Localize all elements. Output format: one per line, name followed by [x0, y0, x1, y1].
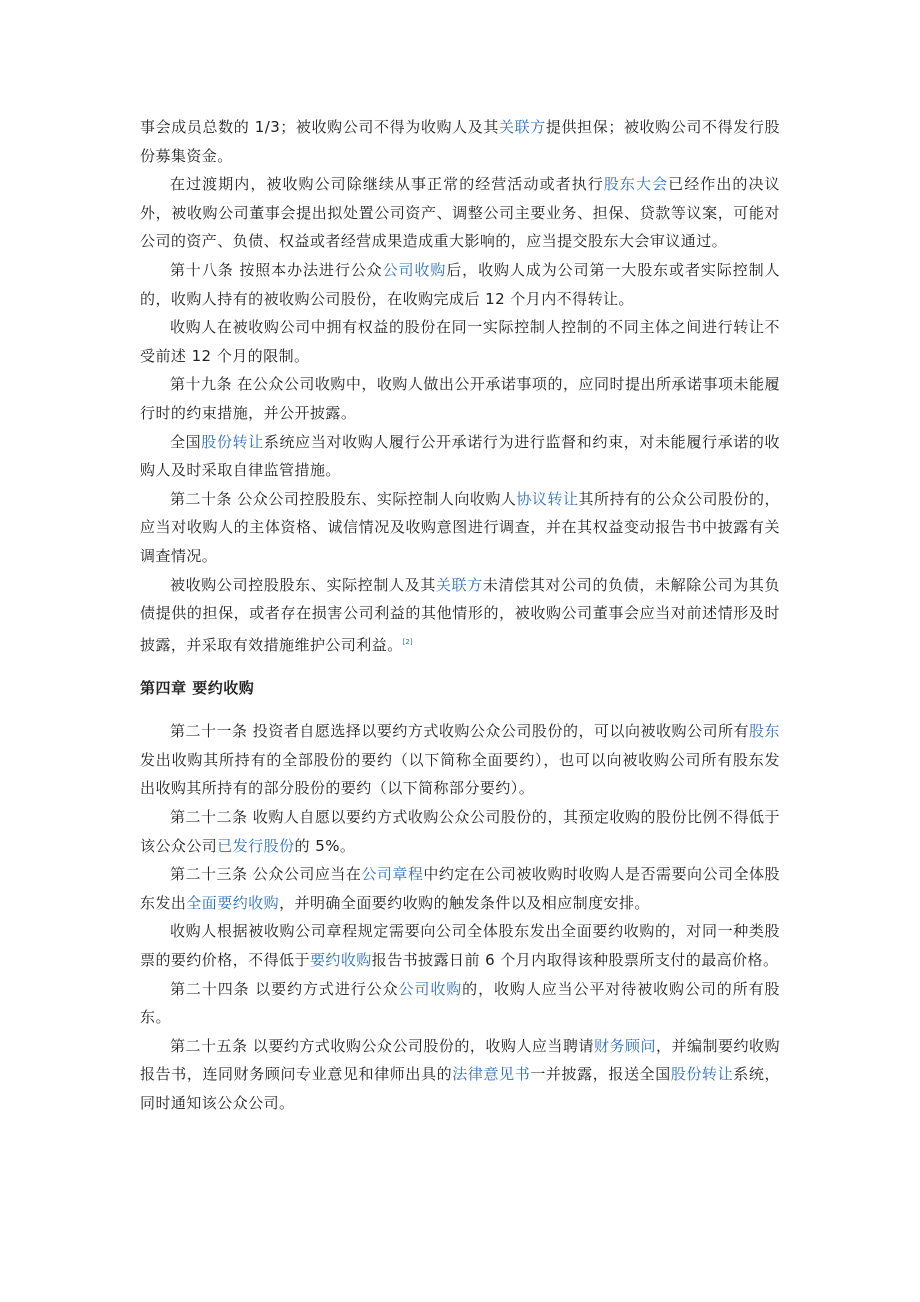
- paragraph-text: 后，收购人成为公司第一大股东或者实际控制人的，收购人持有的被收购公司股份，在收购完成后 12 个月内不得转让。: [140, 260, 780, 308]
- paragraph: [140, 803, 780, 860]
- term-link[interactable]: 财务顾问: [593, 1036, 656, 1055]
- term-link[interactable]: 公司收购: [398, 979, 463, 998]
- paragraph: [140, 975, 780, 1032]
- section-continued-articles: [140, 113, 780, 659]
- paragraph-text: 第二十一条 投资者自愿选择以要约方式收购公众公司股份的，可以向被收购公司所有: [170, 722, 750, 741]
- paragraph: [140, 1032, 780, 1118]
- paragraph: [140, 370, 780, 427]
- paragraph-text: 第二十二条 收购人自愿以要约方式收购公众公司股份的，其预定收购的股份比例不得低于该公众公司: [140, 808, 780, 855]
- term-link[interactable]: 公司收购: [382, 260, 447, 279]
- paragraph-text: 第二十三条 公众公司应当在: [170, 865, 362, 884]
- paragraph-text: 收购人根据被收购公司章程规定需要向公司全体股东发出全面要约收购的，对同一种类股票的要约价格，不得低于: [140, 922, 780, 970]
- term-link[interactable]: 股东大会: [603, 175, 669, 194]
- paragraph-text: 的，收购人应当公平对待被收购公司的所有股东。: [140, 979, 780, 1027]
- document-body: [140, 113, 780, 1118]
- paragraph-text: 其所持有的公众公司股份的，应当对收购人的主体资格、诚信情况及收购意图进行调查，并在其权益变动报告书中披露有关调查情况。: [140, 489, 780, 565]
- paragraph: [140, 717, 780, 803]
- term-link[interactable]: 法律意见书: [452, 1065, 531, 1084]
- term-link[interactable]: 全面要约收购: [186, 893, 280, 912]
- chapter-heading: 第四章 要约收购: [140, 679, 255, 698]
- paragraph-text: 事会成员总数的 1/3；被收购公司不得为收购人及其: [140, 118, 499, 136]
- term-link[interactable]: 关联方: [435, 575, 483, 594]
- paragraph-text: 的 5%。: [294, 836, 356, 855]
- paragraph-text: 全国: [170, 432, 202, 451]
- paragraph-text: 第二十五条 以要约方式收购公众公司股份的，收购人应当聘请: [170, 1036, 594, 1055]
- paragraph: [140, 113, 780, 170]
- paragraph: [140, 571, 780, 660]
- term-link[interactable]: 已发行股份: [217, 836, 295, 855]
- term-link[interactable]: 股份转让: [670, 1065, 734, 1084]
- paragraph: [140, 485, 780, 571]
- paragraph-text: 报告书披露日前 6 个月内取得该种股票所支付的最高价格。: [371, 951, 779, 970]
- paragraph-text: 在过渡期内，被收购公司除继续从事正常的经营活动或者执行: [170, 175, 604, 194]
- paragraph-text: ，并编制要约收购报告书，连同财务顾问专业意见和律师出具的: [140, 1036, 780, 1084]
- term-link[interactable]: 股份转让: [201, 432, 264, 451]
- paragraph: [140, 860, 780, 917]
- term-link[interactable]: 要约收购: [309, 951, 372, 970]
- paragraph: [140, 256, 780, 313]
- paragraph-text: ，并明确全面要约收购的触发条件以及相应制度安排。: [279, 893, 650, 912]
- term-link[interactable]: 公司章程: [361, 865, 424, 884]
- paragraph: [140, 313, 780, 370]
- paragraph-text: 已经作出的决议外，被收购公司董事会提出拟处置公司资产、调整公司主要业务、担保、贷款等议案，可能对公司的资产、负债、权益或者经营成果造成重大影响的，应当提交股东大会审议通过。: [140, 175, 781, 251]
- paragraph-text: 系统应当对收购人履行公开承诺行为进行监督和约束，对未能履行承诺的收购人及时采取自律监管措施。: [140, 432, 780, 480]
- paragraph-text: 未清偿其对公司的负债，未解除公司为其负债提供的担保，或者存在损害公司利益的其他情形的，被收购公司董事会应当对前述情形及时披露，并采取有效措施维护公司利益。: [140, 575, 780, 654]
- paragraph: [140, 428, 780, 485]
- paragraph-text: 发出收购其所持有的全部股份的要约（以下简称全面要约），也可以向被收购公司所有股东发出收购其所持有的部分股份的要约（以下简称部分要约）。: [140, 750, 780, 798]
- paragraph-text: 中约定在公司被收购时收购人是否需要向公司全体股东发出: [140, 865, 780, 912]
- paragraph-text: 第二十条 公众公司控股股东、实际控制人向收购人: [170, 489, 517, 508]
- section-chapter-four-articles: [140, 717, 780, 1117]
- paragraph-text: 第十八条 按照本办法进行公众: [170, 260, 383, 279]
- term-link[interactable]: 协议转让: [516, 489, 579, 508]
- paragraph-text: 收购人在被收购公司中拥有权益的股份在同一实际控制人控制的不同主体之间进行转让不受前述 12 个月的限制。: [140, 318, 780, 365]
- paragraph-text: 提供担保；被收购公司不得发行股份募集资金。: [140, 118, 780, 165]
- paragraph: [140, 917, 780, 974]
- term-link[interactable]: 股东: [749, 722, 781, 741]
- paragraph-text: 第十九条 在公众公司收购中，收购人做出公开承诺事项的，应同时提出所承诺事项未能履行时的约束措施，并公开披露。: [140, 375, 780, 422]
- paragraph: [140, 170, 780, 256]
- term-link[interactable]: 关联方: [498, 118, 546, 136]
- paragraph-text: 系统，同时通知该公众公司。: [140, 1065, 780, 1112]
- paragraph-text: 一并披露，报送全国: [530, 1065, 671, 1084]
- paragraph-text: 被收购公司控股股东、实际控制人及其: [170, 575, 436, 594]
- reference-link[interactable]: [2]: [402, 637, 413, 646]
- paragraph-text: 第二十四条 以要约方式进行公众: [170, 979, 399, 998]
